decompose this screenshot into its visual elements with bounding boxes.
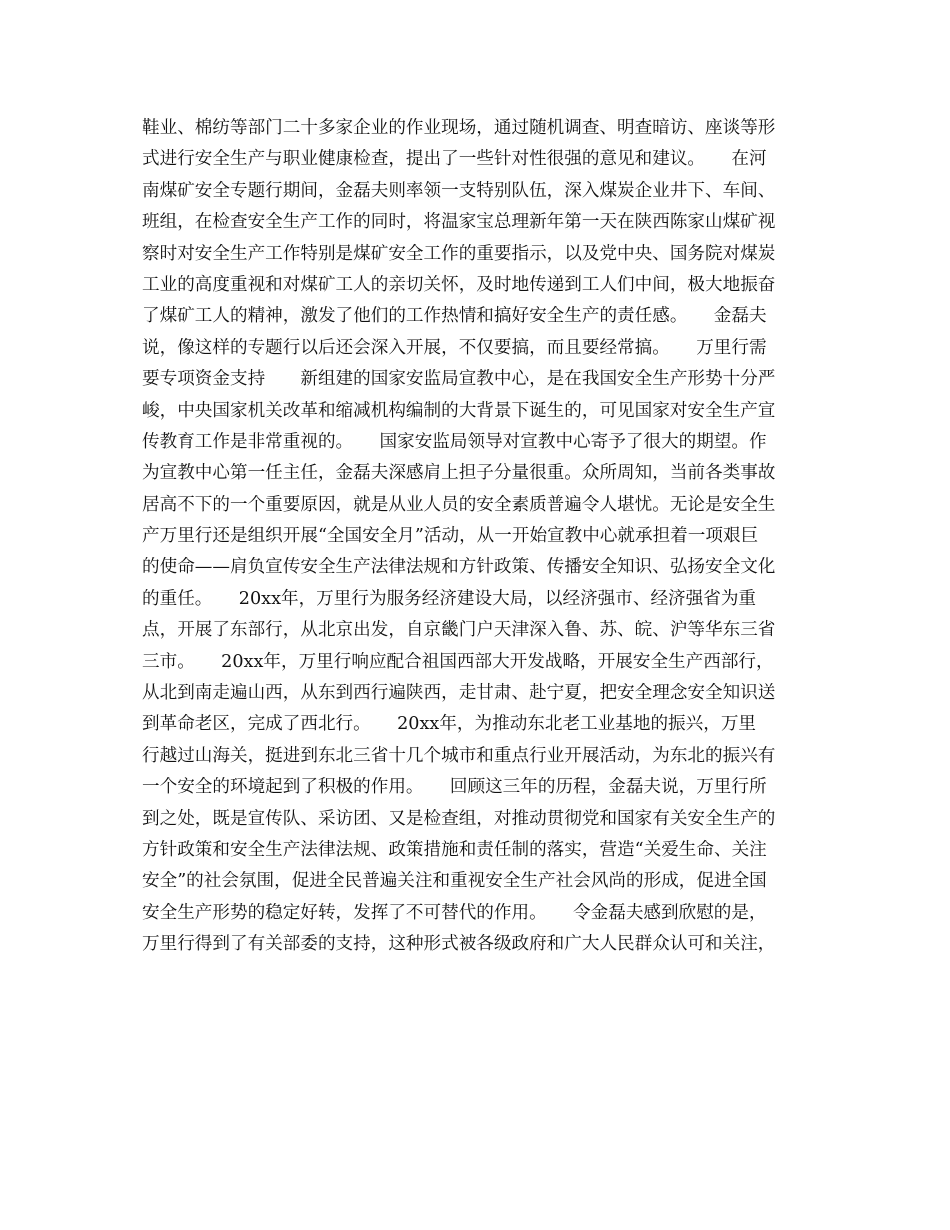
text-line: 式进行安全生产与职业健康检查，提出了一些针对性很强的意见和建议。 在河 — [142, 149, 767, 170]
text-line: 的使命——肩负宣传安全生产法律法规和方针政策、传播安全知识、弘扬安全文化 — [142, 557, 776, 578]
text-line: 班组，在检查安全生产工作的同时，将温家宝总理新年第一天在陕西陈家山煤矿视 — [142, 212, 776, 233]
text-line: 说，像这样的专题行以后还会深入开展，不仅要搞，而且要经常搞。 万里行需 — [142, 337, 767, 358]
text-line: 南煤矿安全专题行期间，金磊夫则率领一支特别队伍，深入煤炭企业井下、车间、 — [142, 180, 776, 201]
text-line: 鞋业、棉纺等部门二十多家企业的作业现场，通过随机调查、明查暗访、座谈等形 — [142, 118, 776, 138]
text-line: 的重任。 20xx年，万里行为服务经济建设大局，以经济强市、经济强省为重 — [142, 588, 757, 609]
text-line: 居高不下的一个重要原因，就是从业人员的安全素质普遍令人堪忧。无论是安全生 — [142, 494, 776, 515]
text-line: 从北到南走遍山西，从东到西行遍陕西，走甘肃、赴宁夏，把安全理念安全知识送 — [142, 683, 776, 704]
text-line: 要专项资金支持 新组建的国家安监局宣教中心，是在我国安全生产形势十分严 — [142, 369, 776, 390]
text-line: 工业的高度重视和对煤矿工人的亲切关怀，及时地传递到工人们中间，极大地振奋 — [142, 274, 776, 295]
text-line: 察时对安全生产工作特别是煤矿安全工作的重要指示，以及党中央、国务院对煤炭 — [142, 243, 776, 264]
text-line: 三市。 20xx年，万里行响应配合祖国西部大开发战略，开展安全生产西部行， — [142, 651, 774, 672]
text-line: 一个安全的环境起到了积极的作用。 回顾这三年的历程，金磊夫说，万里行所 — [142, 777, 767, 798]
text-line: 峻，中央国家机关改革和缩减机构编制的大背景下诞生的，可见国家对安全生产宣 — [142, 400, 776, 421]
text-line: 点，开展了东部行，从北京出发，自京畿门户天津深入鲁、苏、皖、沪等华东三省 — [142, 620, 776, 641]
text-line: 方针政策和安全生产法律法规、政策措施和责任制的落实，营造“关爱生命、关注 — [142, 839, 767, 860]
text-line: 了煤矿工人的精神，激发了他们的工作热情和搞好安全生产的责任感。 金磊夫 — [142, 306, 767, 327]
text-line: 安全”的社会氛围，促进全民普遍关注和重视安全生产社会风尚的形成，促进全国 — [142, 871, 767, 892]
text-line: 产万里行还是组织开展“全国安全月”活动，从一开始宣教中心就承担着一项艰巨 — [142, 526, 759, 547]
text-line: 万里行得到了有关部委的支持，这种形式被各级政府和广大人民群众认可和关注， — [142, 934, 776, 955]
text-line: 到之处，既是宣传队、采访团、又是检查组，对推动贯彻党和国家有关安全生产的 — [142, 808, 776, 829]
text-line: 安全生产形势的稳定好转，发挥了不可替代的作用。 令金磊夫感到欣慰的是， — [142, 902, 767, 923]
text-line: 到革命老区，完成了西北行。 20xx年，为推动东北老工业基地的振兴，万里 — [142, 714, 757, 735]
text-line: 为宣教中心第一任主任，金磊夫深感肩上担子分量很重。众所周知，当前各类事故 — [142, 463, 776, 484]
text-line: 传教育工作是非常重视的。 国家安监局领导对宣教中心寄予了很大的期望。作 — [142, 431, 767, 452]
text-line: 行越过山海关，挺进到东北三省十几个城市和重点行业开展活动，为东北的振兴有 — [142, 745, 776, 766]
body-text — [142, 113, 822, 961]
